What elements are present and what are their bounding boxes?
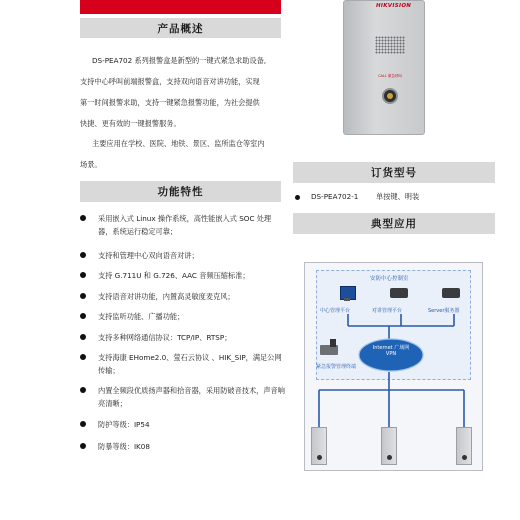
- bullet-icon: [80, 293, 86, 299]
- order-section-header: [293, 162, 495, 183]
- network-label: Internet 广域网: [372, 345, 410, 351]
- bullet-icon: [80, 272, 86, 278]
- overview-line: DS-PEA702 系列报警盒是新型的一键式紧急求助设备,: [92, 56, 267, 65]
- overview-line: 第一时间报警求助，支持一键紧急报警功能，为社会提供: [80, 98, 260, 107]
- overview-paragraph-2: [80, 133, 285, 175]
- alarm-button-icon: [462, 455, 467, 460]
- network-sub-label: VPN: [385, 351, 397, 357]
- box-label-3: Server服务器: [428, 308, 460, 314]
- application-section-header: [293, 213, 495, 234]
- speaker-grille-icon: [375, 36, 405, 54]
- control-center-title: 安防中心控制室: [370, 276, 409, 282]
- overview-title: 产品概述: [157, 22, 204, 35]
- bullet-icon: [80, 334, 86, 340]
- brand-logo: HIKVISION: [376, 3, 412, 9]
- device-photo: [343, 0, 425, 135]
- box-label-2: 对讲管理平台: [372, 308, 403, 314]
- order-row: [293, 192, 495, 206]
- application-title: 典型应用: [371, 218, 417, 230]
- bullet-icon: [80, 443, 86, 449]
- bullet-icon: [80, 313, 86, 319]
- call-button-light-icon: [387, 93, 393, 99]
- bullet-icon: [80, 354, 86, 360]
- client-label: 紧急报警管理终端: [316, 364, 357, 370]
- microphone-icon: [330, 339, 336, 347]
- features-section-header: [80, 181, 281, 202]
- order-desc: 单按键、明装: [376, 192, 420, 201]
- overview-section-header: [80, 18, 281, 38]
- top-red-band: [80, 0, 281, 14]
- bullet-icon: [80, 252, 86, 258]
- overview-line: 主要应用在学校、医院、地铁、景区、监所监仓等室内: [92, 139, 265, 148]
- overview-paragraph-1: [80, 50, 285, 134]
- alarm-button-icon: [387, 455, 392, 460]
- overview-line: 支持中心呼叫前端报警盒，支持双向语音对讲功能，实现: [80, 77, 260, 86]
- overview-line: 快捷、更有效的一键报警服务。: [80, 119, 181, 128]
- bullet-icon: [80, 215, 86, 221]
- features-title: 功能特性: [157, 186, 204, 198]
- bullet-icon: [80, 421, 86, 427]
- order-model: DS-PEA702-1: [311, 192, 359, 201]
- order-title: 订货型号: [371, 167, 417, 179]
- bullet-icon: [295, 195, 300, 200]
- overview-line: 场景。: [80, 160, 102, 169]
- alarm-button-icon: [317, 455, 322, 460]
- box-label-1: 中心管理平台: [320, 308, 351, 314]
- call-label: CALL 紧急呼叫: [378, 74, 402, 78]
- bullet-icon: [80, 387, 86, 393]
